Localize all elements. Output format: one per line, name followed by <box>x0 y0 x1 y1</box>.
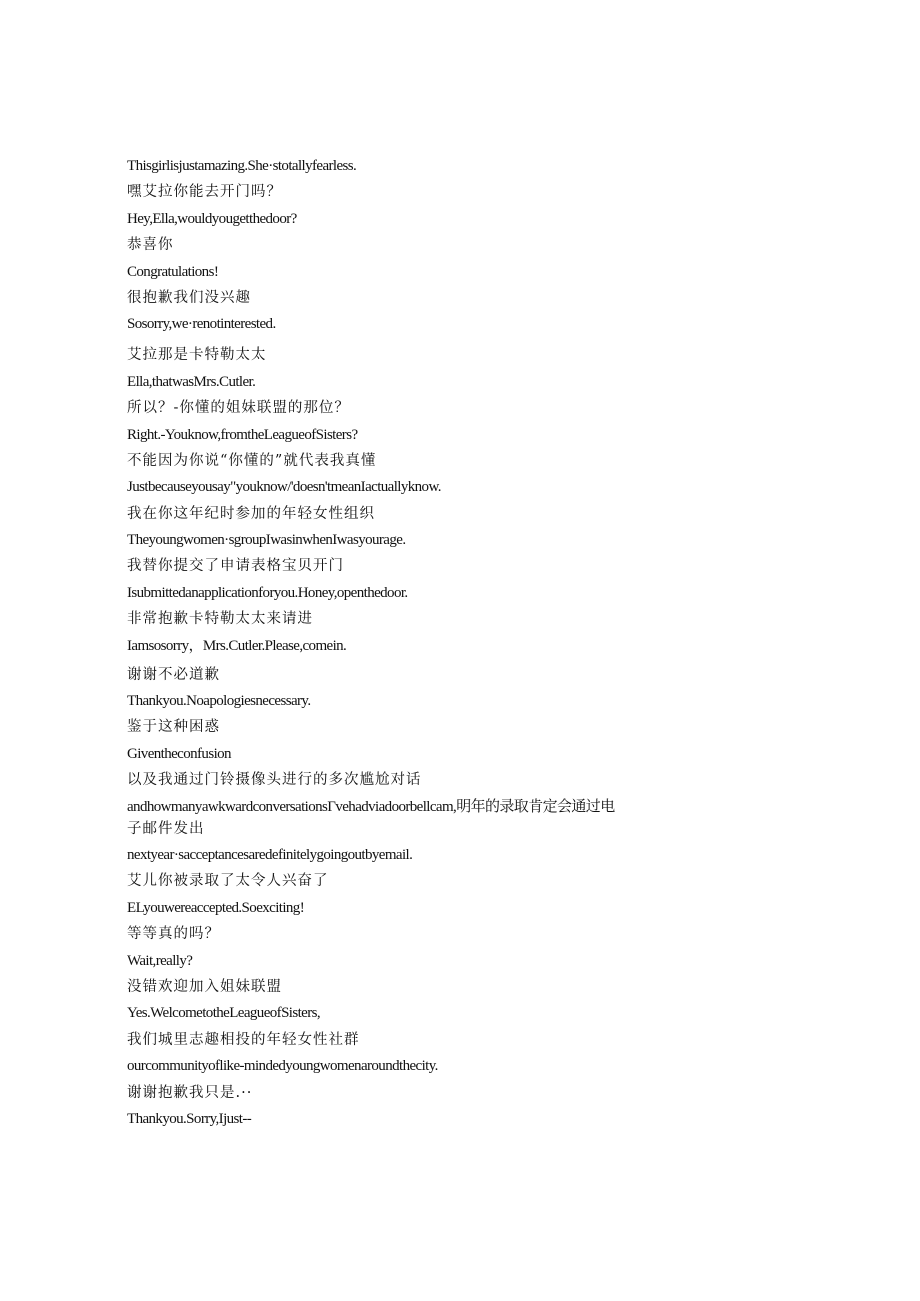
subtitle-document <box>127 157 727 1136</box>
subtitle-line-mixed: andhowmanyawkwardconversationsΓvehadviadoorbellcam,明年的录取肯定会通过电 <box>127 798 615 815</box>
subtitle-line-zh: 不能因为你说“你懂的”就代表我真懂 <box>127 452 377 469</box>
subtitle-line-en: Right.-Youknow,fromtheLeagueofSisters? <box>127 426 358 443</box>
subtitle-line-zh: 我在你这年纪时参加的年轻女性组织 <box>127 505 375 522</box>
subtitle-line-en: Giventheconfusion <box>127 745 231 762</box>
subtitle-line-en: Wait,really? <box>127 952 193 969</box>
subtitle-line-zh: 非常抱歉卡特勒太太来请进 <box>127 611 313 628</box>
subtitle-line-en: ELyouwereaccepted.Soexciting! <box>127 899 305 916</box>
subtitle-line-en: Iamsosorry，Mrs.Cutler.Please,comein. <box>127 637 347 654</box>
subtitle-line-zh: 我替你提交了申请表格宝贝开门 <box>127 558 344 575</box>
subtitle-line-zh: 艾儿你被录取了太令人兴奋了 <box>127 873 329 890</box>
subtitle-line-zh: 鉴于这种困惑 <box>127 719 220 736</box>
subtitle-line-en: Ella,thatwasMrs.Cutler. <box>127 373 256 390</box>
subtitle-line-zh: 谢谢抱歉我只是.·· <box>127 1084 253 1101</box>
subtitle-line-en: Hey,Ella,wouldyougetthedoor? <box>127 210 297 227</box>
subtitle-line-zh: 我们城里志趣相投的年轻女性社群 <box>127 1031 360 1048</box>
subtitle-line-en: Yes.WelcometotheLeagueofSisters, <box>127 1005 321 1022</box>
subtitle-line-en: ourcommunityoflike-mindedyoungwomenaroundthecity. <box>127 1058 438 1075</box>
subtitle-line-en: nextyear·sacceptancesaredefinitelygoingoutbyemail. <box>127 846 413 863</box>
subtitle-line-zh: 谢谢不必道歉 <box>127 666 220 683</box>
subtitle-line-en: Congratulations! <box>127 263 219 280</box>
subtitle-line-zh: 所以？-你懂的姐妹联盟的那位？ <box>127 400 350 417</box>
subtitle-line-en: Theyoungwomen·sgroupIwasinwhenIwasyourage. <box>127 532 406 549</box>
subtitle-line-en: Justbecauseyousay"youknow/'doesn'tmeanIactuallyknow. <box>127 479 441 496</box>
subtitle-line-zh: 以及我通过门铃摄像头进行的多次尴尬对话 <box>127 772 422 789</box>
subtitle-line-zh: 恭喜你 <box>127 237 174 254</box>
subtitle-line-en: Thankyou.Noapologiesnecessary. <box>127 693 311 710</box>
subtitle-line-en: Thankyou.Sorry,Ijust-- <box>127 1110 252 1127</box>
subtitle-line-en: Isubmittedanapplicationforyou.Honey,openthedoor. <box>127 584 408 601</box>
subtitle-line-zh: 很抱歉我们没兴趣 <box>127 289 251 306</box>
subtitle-line-en: Thisgirlisjustamazing.She·stotallyfearless. <box>127 158 357 174</box>
subtitle-line-zh: 子邮件发出 <box>127 820 205 837</box>
subtitle-line-en: Sosorry,we·renotinterested. <box>127 316 276 333</box>
subtitle-line-zh: 等等真的吗？ <box>127 926 220 943</box>
subtitle-line-zh: 艾拉那是卡特勒太太 <box>127 347 267 364</box>
subtitle-line-zh: 嘿艾拉你能去开门吗？ <box>127 184 282 201</box>
subtitle-line-zh: 没错欢迎加入姐妹联盟 <box>127 978 282 995</box>
